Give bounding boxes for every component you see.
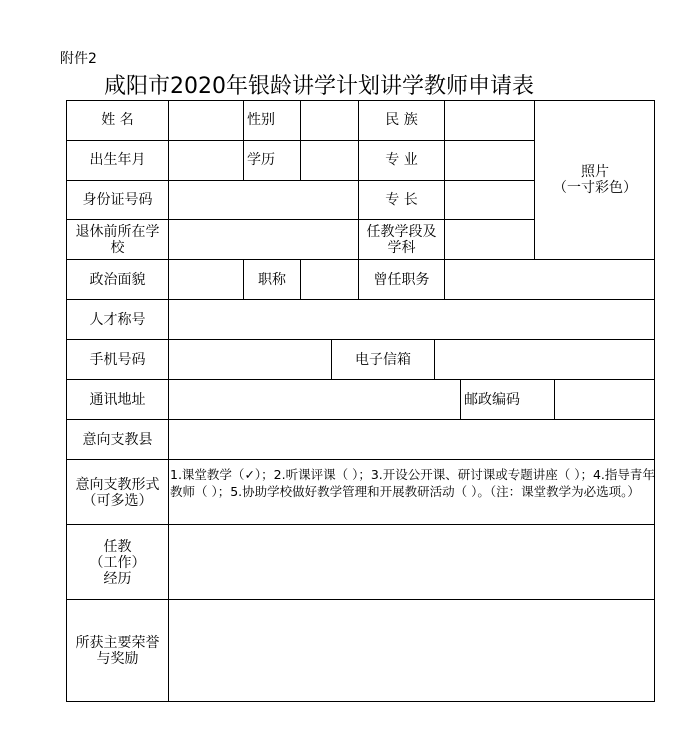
education-field[interactable] xyxy=(301,141,358,180)
political-status-field[interactable] xyxy=(169,260,243,299)
label-phone: 手机号码 xyxy=(89,352,146,368)
birth-field[interactable] xyxy=(169,141,243,180)
label-specialty: 专 长 xyxy=(385,192,418,208)
school-field[interactable] xyxy=(169,220,358,259)
label-county: 意向支教县 xyxy=(82,432,153,448)
title-rank-field[interactable] xyxy=(301,260,358,299)
phone-field[interactable] xyxy=(169,340,331,379)
county-field[interactable] xyxy=(169,420,654,459)
teaching-form-options[interactable] xyxy=(170,466,656,500)
label-former-position: 曾任职务 xyxy=(373,272,430,288)
label-school-before-retirement: 退休前所在学校 xyxy=(75,224,160,256)
label-education: 学历 xyxy=(247,152,275,168)
former-position-field[interactable] xyxy=(445,260,654,299)
form-option-part1: 1.课堂教学（ xyxy=(170,467,245,482)
email-field[interactable] xyxy=(435,340,654,379)
label-major: 专 业 xyxy=(385,152,418,168)
photo-area[interactable] xyxy=(535,100,655,260)
form-title: 咸阳市2020年银龄讲学计划讲学教师申请表 xyxy=(104,74,534,99)
check-mark-icon: ✓ xyxy=(244,467,255,482)
honors-field[interactable] xyxy=(169,600,654,701)
experience-line2: （工作） xyxy=(89,554,146,571)
label-gender: 性别 xyxy=(247,112,275,128)
label-ethnicity: 民 族 xyxy=(385,112,418,128)
postcode-field[interactable] xyxy=(555,380,654,419)
label-talent-title: 人才称号 xyxy=(89,312,146,328)
photo-size-note: （一寸彩色） xyxy=(553,180,637,196)
id-number-field[interactable] xyxy=(169,181,358,219)
label-political-status: 政治面貌 xyxy=(89,272,146,288)
label-id-number: 身份证号码 xyxy=(82,192,153,208)
experience-line1: 任教 xyxy=(103,538,132,555)
specialty-field[interactable] xyxy=(445,181,534,219)
label-honors: 所获主要荣誉与奖励 xyxy=(75,635,160,667)
label-name: 姓 名 xyxy=(101,112,134,128)
form-option-part2: ）；2.听课评课（ ）；3.开设公开课、研讨课或专题讲座（ ）；4.指导青年教师（ ）；5.协助学校做好教学管理和开展教研活动（ ）。（注：课堂教学为必选项。） xyxy=(170,467,655,499)
teaching-subject-field[interactable] xyxy=(445,220,534,259)
experience-field[interactable] xyxy=(169,525,654,599)
ethnicity-field[interactable] xyxy=(445,101,534,140)
label-teaching-stage-subject: 任教学段及学科 xyxy=(366,224,437,256)
address-field[interactable] xyxy=(169,380,460,419)
label-birth: 出生年月 xyxy=(89,152,146,168)
label-experience xyxy=(66,525,169,600)
label-title-rank: 职称 xyxy=(258,272,286,288)
annex-label: 附件2 xyxy=(60,51,97,67)
label-postcode: 邮政编码 xyxy=(464,392,520,408)
name-field[interactable] xyxy=(169,101,243,140)
talent-title-field[interactable] xyxy=(169,300,654,339)
label-address: 通讯地址 xyxy=(89,392,146,408)
label-email: 电子信箱 xyxy=(355,352,411,368)
experience-line3: 经历 xyxy=(103,570,132,587)
photo-label: 照片 xyxy=(581,164,609,180)
gender-field[interactable] xyxy=(301,101,358,140)
label-teaching-form: 意向支教形式（可多选） xyxy=(75,476,160,509)
major-field[interactable] xyxy=(445,141,534,180)
